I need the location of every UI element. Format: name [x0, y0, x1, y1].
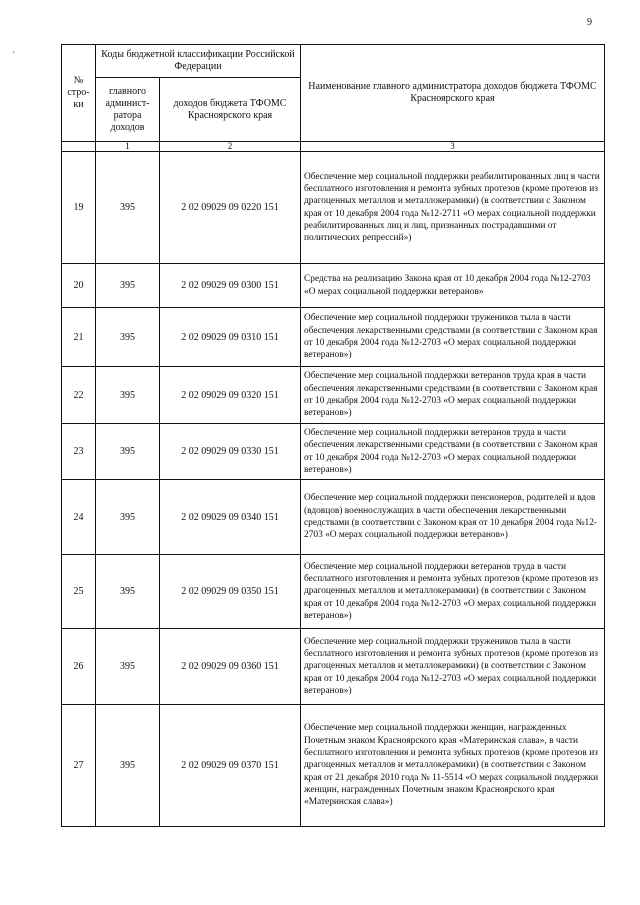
table-row — [62, 555, 605, 629]
income-code: 2 02 09029 09 0320 151 — [160, 367, 301, 424]
row-number: 25 — [62, 555, 96, 629]
admin-code: 395 — [96, 705, 160, 827]
description: Обеспечение мер социальной поддержки тружеников тыла в части обеспечения лекарственными средствами (в соответствии с Законом края от 10 декабря 2004 года №12-2703 «О мерах социальной поддержки ветеранов») — [301, 308, 605, 367]
description: Обеспечение мер социальной поддержки ветеранов труда в части бесплатного изготовления и ремонта зубных протезов (кроме протезов из драгоценных металлов и металлокерамики) (в соответствии с Законом края от 10 декабря 2004 года №12-2703 «О мерах социальной поддержки ветеранов») — [301, 555, 605, 629]
page-number: 9 — [587, 17, 592, 28]
admin-code: 395 — [96, 424, 160, 480]
income-code: 2 02 09029 09 0370 151 — [160, 705, 301, 827]
budget-classification-table — [61, 44, 605, 827]
description: Обеспечение мер социальной поддержки женщин, награжденных Почетным знаком Красноярского края «Материнская слава», в части бесплатного изготовления и ремонта зубных протезов (кроме протезов из драгоценных металлов и металлокерамики) (в соответствии с Законом края от 21 декабря 2010 года № 11-5514 «О мерах социальной поддержки женщин, награжденных Почетным знаком Красноярского края «Материнская слава») — [301, 705, 605, 827]
admin-code: 395 — [96, 152, 160, 264]
admin-code: 395 — [96, 308, 160, 367]
income-code: 2 02 09029 09 0340 151 — [160, 480, 301, 555]
income-code: 2 02 09029 09 0350 151 — [160, 555, 301, 629]
row-number: 19 — [62, 152, 96, 264]
column-number-1: 1 — [96, 142, 160, 152]
admin-code: 395 — [96, 480, 160, 555]
row-number: 22 — [62, 367, 96, 424]
table-row — [62, 308, 605, 367]
margin-mark: ' — [13, 50, 15, 59]
row-number: 24 — [62, 480, 96, 555]
income-code: 2 02 09029 09 0310 151 — [160, 308, 301, 367]
row-number: 26 — [62, 629, 96, 705]
table-row — [62, 264, 605, 308]
table-row — [62, 629, 605, 705]
row-number: 23 — [62, 424, 96, 480]
header-admin-code: главного админист-ратора доходов — [96, 78, 160, 142]
income-code: 2 02 09029 09 0330 151 — [160, 424, 301, 480]
income-code: 2 02 09029 09 0220 151 — [160, 152, 301, 264]
description: Средства на реализацию Закона края от 10 декабря 2004 года №12-2703 «О мерах социальной поддержки ветеранов» — [301, 264, 605, 308]
income-code: 2 02 09029 09 0300 151 — [160, 264, 301, 308]
description: Обеспечение мер социальной поддержки реабилитированных лиц в части бесплатного изготовления и ремонта зубных протезов (кроме протезов из драгоценных металлов и металлокерамики) (в соответствии с Законом края от 10 декабря 2004 года №12-2711 «О мерах социальной поддержки реабилитированных лиц и лиц, признанных пострадавшими от политических репрессий») — [301, 152, 605, 264]
header-row-number: № стро-ки — [62, 45, 96, 142]
table-row — [62, 705, 605, 827]
row-number: 27 — [62, 705, 96, 827]
description: Обеспечение мер социальной поддержки тружеников тыла в части бесплатного изготовления и ремонта зубных протезов (кроме протезов из драгоценных металлов и металлокерамики) (в соответствии с Законом края от 10 декабря 2004 года №12-2703 «О мерах социальной поддержки ветеранов») — [301, 629, 605, 705]
row-number: 20 — [62, 264, 96, 308]
table-row — [62, 480, 605, 555]
admin-code: 395 — [96, 264, 160, 308]
income-code: 2 02 09029 09 0360 151 — [160, 629, 301, 705]
admin-code: 395 — [96, 555, 160, 629]
table-row — [62, 424, 605, 480]
admin-code: 395 — [96, 629, 160, 705]
column-number-empty — [62, 142, 96, 152]
description: Обеспечение мер социальной поддержки пенсионеров, родителей и вдов (вдовцов) военнослужащих в части обеспечения лекарственными средствами (в соответствии с Законом края от 10 декабря 2004 года №12-2703 «О мерах социальной поддержки ветеранов») — [301, 480, 605, 555]
description: Обеспечение мер социальной поддержки ветеранов труда в части обеспечения лекарственными средствами (в соответствии с Законом края от 10 декабря 2004 года №12-2703 «О мерах социальной поддержки ветеранов») — [301, 424, 605, 480]
row-number: 21 — [62, 308, 96, 367]
table-row — [62, 367, 605, 424]
header-name: Наименование главного администратора доходов бюджета ТФОМС Красноярского края — [301, 45, 605, 142]
header-codes-group: Коды бюджетной классификации Российской Федерации — [96, 45, 301, 78]
table-row — [62, 152, 605, 264]
description: Обеспечение мер социальной поддержки ветеранов труда края в части обеспечения лекарственными средствами (в соответствии с Законом края от 10 декабря 2004 года №12-2703 «О мерах социальной поддержки ветеранов») — [301, 367, 605, 424]
column-number-3: 3 — [301, 142, 605, 152]
column-number-2: 2 — [160, 142, 301, 152]
header-income-code: доходов бюджета ТФОМС Красноярского края — [160, 78, 301, 142]
admin-code: 395 — [96, 367, 160, 424]
